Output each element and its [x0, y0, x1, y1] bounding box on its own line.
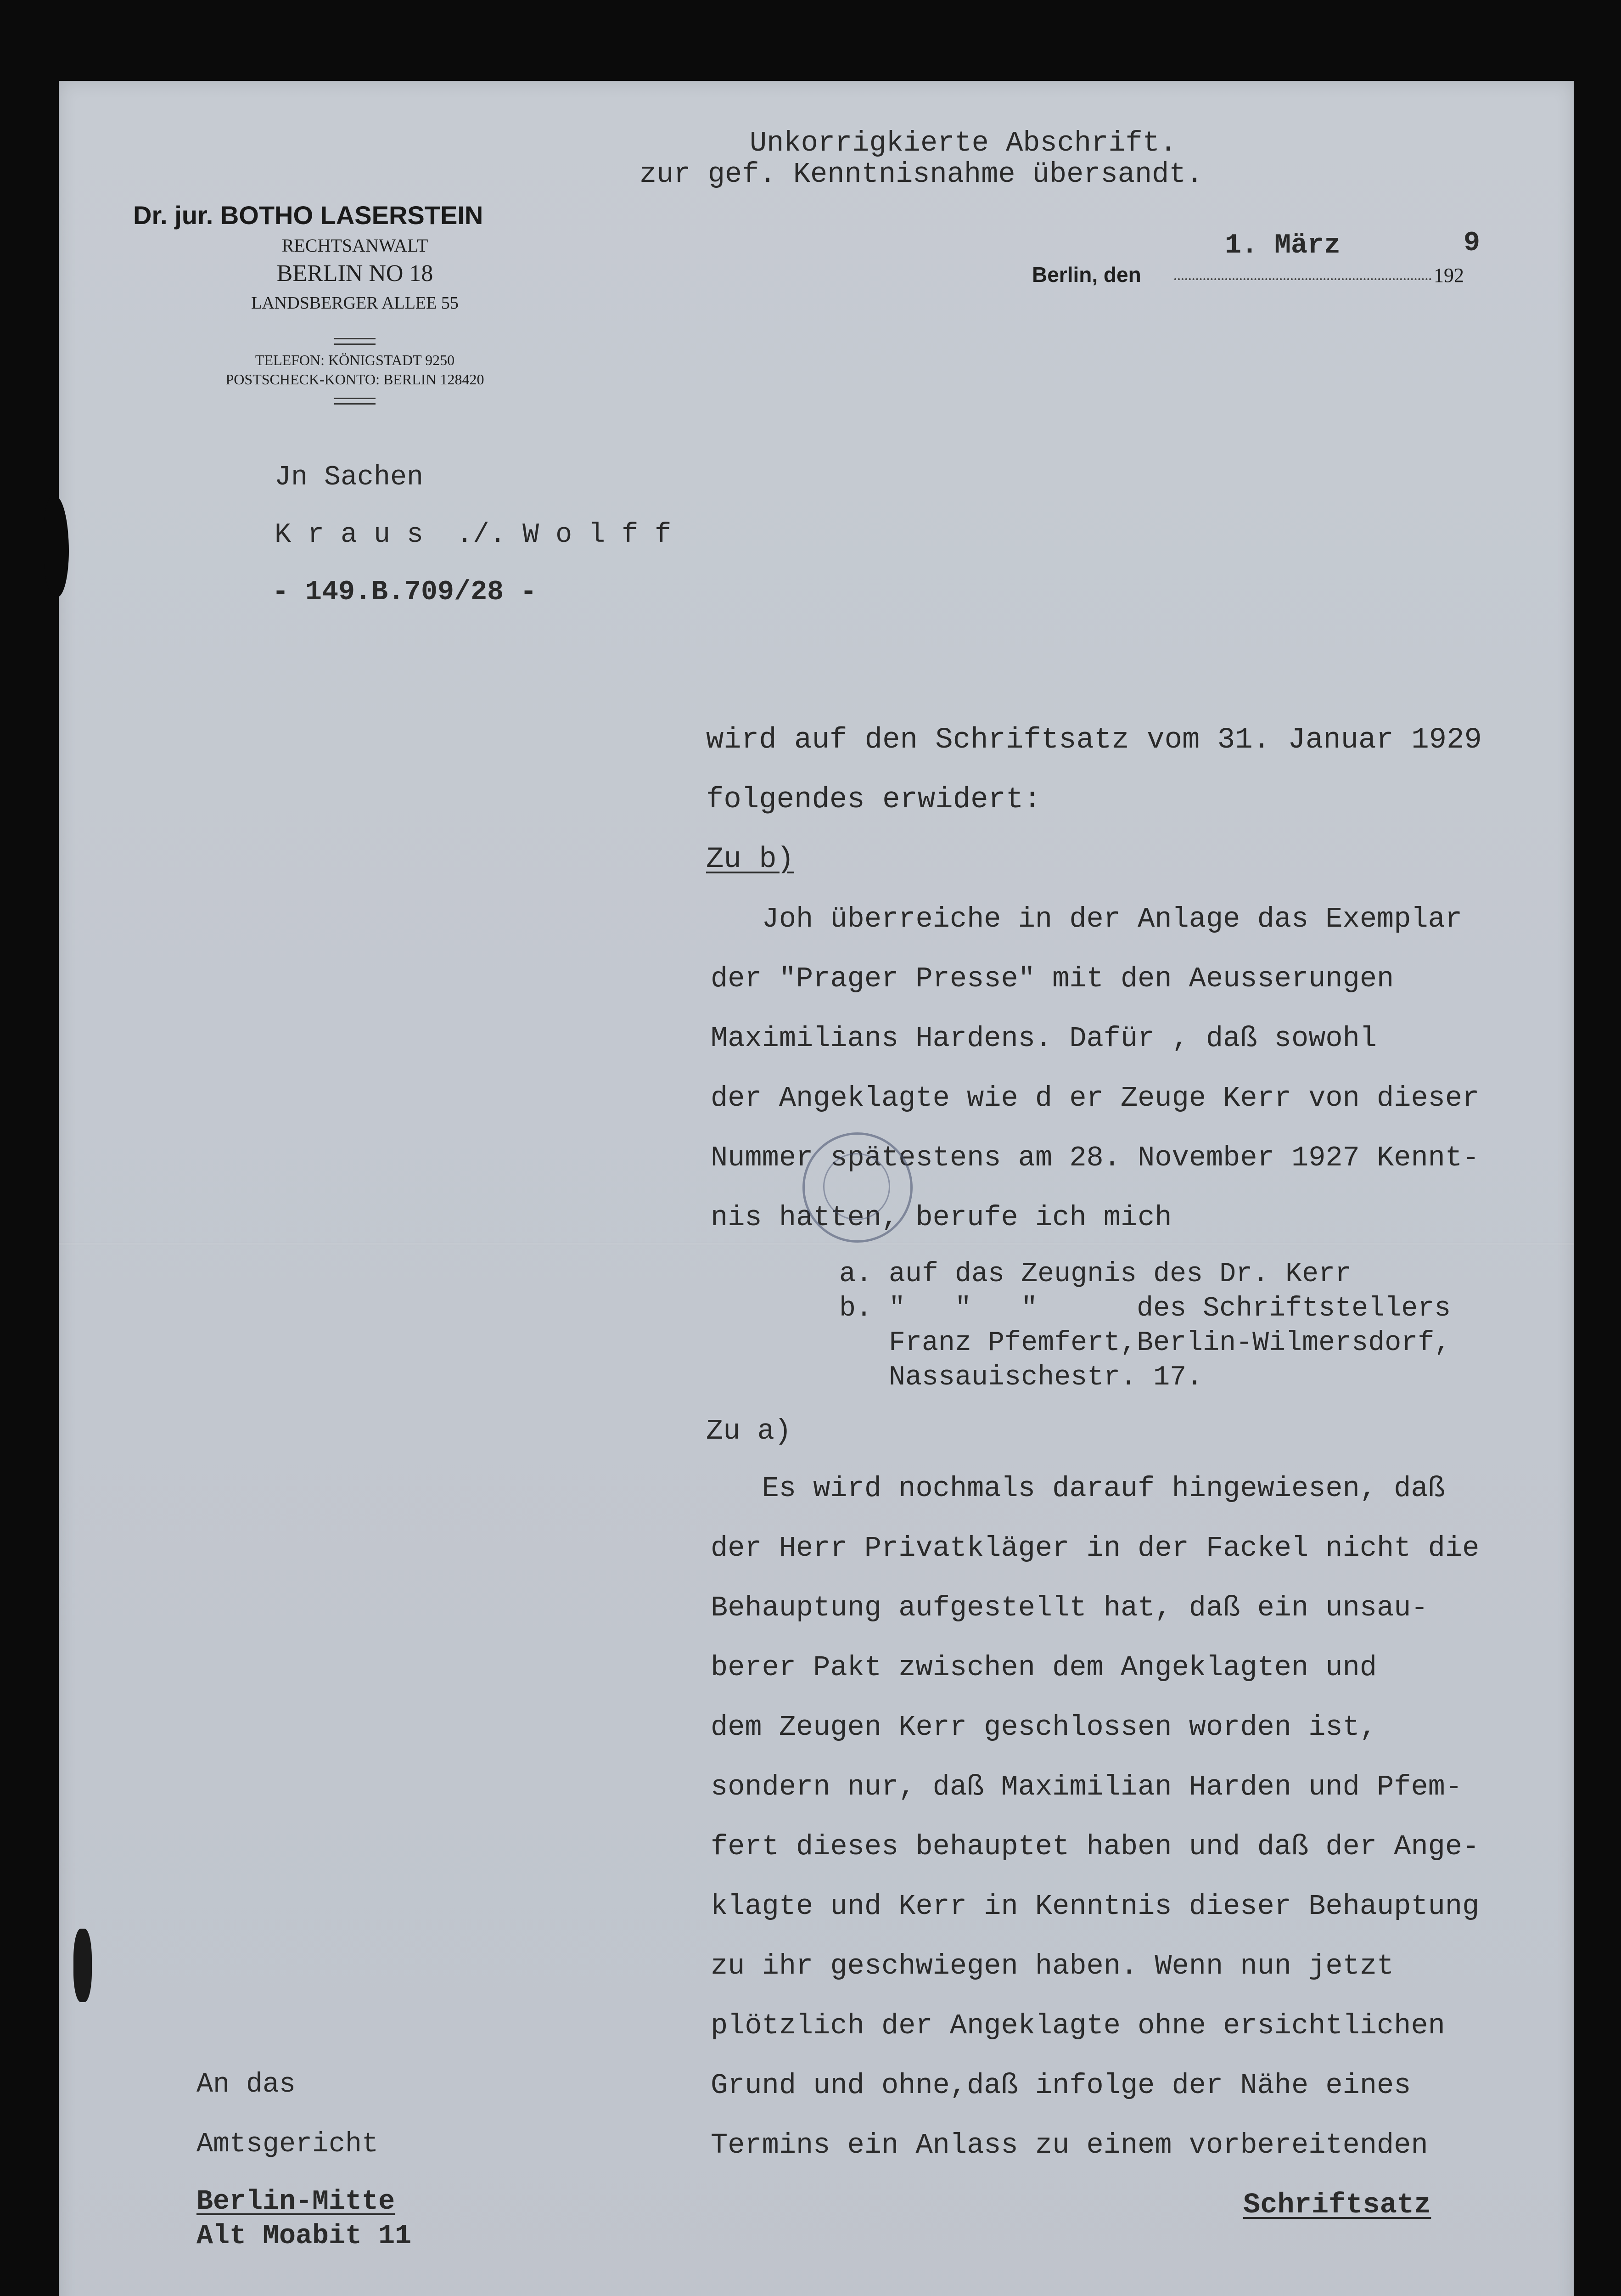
punch-hole-mark [73, 1929, 92, 2002]
body-line: dem Zeugen Kerr geschlossen worden ist, [711, 1711, 1377, 1744]
witness-line: b. " " " des Schriftstellers [839, 1293, 1451, 1324]
recipient-line1: An das [196, 2069, 296, 2100]
case-parties: K r a u s ./. W o l f f [275, 519, 672, 551]
body-line: fert dieses behauptet haben und daß der Ange- [711, 1830, 1480, 1863]
witness-line: a. auf das Zeugnis des Dr. Kerr [839, 1259, 1352, 1290]
letterhead-name: Dr. jur. BOTHO LASERSTEIN [133, 201, 483, 230]
recipient-line3: Berlin-Mitte [196, 2186, 395, 2217]
case-number: - 149.B.709/28 - [272, 577, 537, 608]
body-line: Es wird nochmals darauf hingewiesen, daß [711, 1472, 1445, 1505]
letterhead-postcheck: POSTSCHECK-KONTO: BERLIN 128420 [225, 371, 484, 388]
body-line: Joh überreiche in der Anlage das Exemplar [711, 903, 1463, 935]
date-dotted-line [1174, 278, 1431, 280]
body-line: Termins ein Anlass zu einem vorbereitenden [711, 2129, 1428, 2161]
witness-line: Franz Pfemfert,Berlin-Wilmersdorf, [839, 1328, 1451, 1359]
recipient-line2: Amtsgericht [196, 2129, 379, 2160]
body-line: zu ihr geschwiegen haben. Wenn nun jetzt [711, 1950, 1394, 1982]
body-line: Nummer spätestens am 28. November 1927 Kennt- [711, 1142, 1480, 1174]
body-line: der "Prager Presse" mit den Aeusserungen [711, 962, 1394, 995]
header-note-line1: Unkorrigkierte Abschrift. [750, 127, 1177, 159]
date-year-prefix: 192 [1434, 264, 1464, 287]
paper-fold [59, 1243, 1574, 1245]
letterhead-divider [334, 398, 376, 399]
recipient-line4: Alt Moabit 11 [196, 2221, 412, 2252]
case-line1: Jn Sachen [275, 462, 424, 493]
header-note-line2: zur gef. Kenntnisnahme übersandt. [639, 158, 1203, 191]
body-line: nis hatten, berufe ich mich [711, 1201, 1172, 1234]
letterhead-divider [334, 343, 376, 345]
body-line: berer Pakt zwischen dem Angeklagten und [711, 1651, 1377, 1684]
catchword: Schriftsatz [1243, 2189, 1431, 2221]
letterhead-divider [334, 338, 376, 339]
official-stamp [802, 1132, 913, 1243]
body-line: sondern nur, daß Maximilian Harden und Pfem- [711, 1771, 1463, 1803]
date-year-suffix: 9 [1464, 228, 1481, 259]
body-line: plötzlich der Angeklagte ohne ersichtlichen [711, 2009, 1445, 2042]
letterhead-city: BERLIN NO 18 [276, 260, 433, 287]
body-line: der Herr Privatkläger in der Fackel nicht die [711, 1532, 1480, 1564]
letterhead-divider [334, 403, 376, 405]
body-line: Behauptung aufgestellt hat, daß ein unsau- [711, 1592, 1428, 1624]
date-prefix: Berlin, den [1032, 263, 1141, 287]
letterhead-street: LANDSBERGER ALLEE 55 [251, 293, 459, 313]
body-intro-line2: folgendes erwidert: [706, 783, 1041, 816]
body-line: Maximilians Hardens. Dafür , daß sowohl [711, 1022, 1377, 1055]
body-line: Grund und ohne,daß infolge der Nähe eines [711, 2069, 1411, 2102]
letterhead-phone: TELEFON: KÖNIGSTADT 9250 [255, 352, 455, 368]
date-day-month: 1. März [1225, 230, 1341, 261]
letterhead-title: RECHTSANWALT [281, 235, 428, 256]
section-a-heading: Zu a) [706, 1415, 792, 1447]
section-b-heading: Zu b) [706, 843, 795, 876]
witness-line: Nassauischestr. 17. [839, 1362, 1203, 1393]
stamp-inner-ring [823, 1153, 890, 1220]
body-line: der Angeklagte wie d er Zeuge Kerr von dieser [711, 1082, 1480, 1114]
document-page [59, 81, 1574, 2296]
body-intro-line1: wird auf den Schriftsatz vom 31. Januar 1929 [706, 724, 1482, 757]
body-line: klagte und Kerr in Kenntnis dieser Behauptung [711, 1890, 1480, 1923]
